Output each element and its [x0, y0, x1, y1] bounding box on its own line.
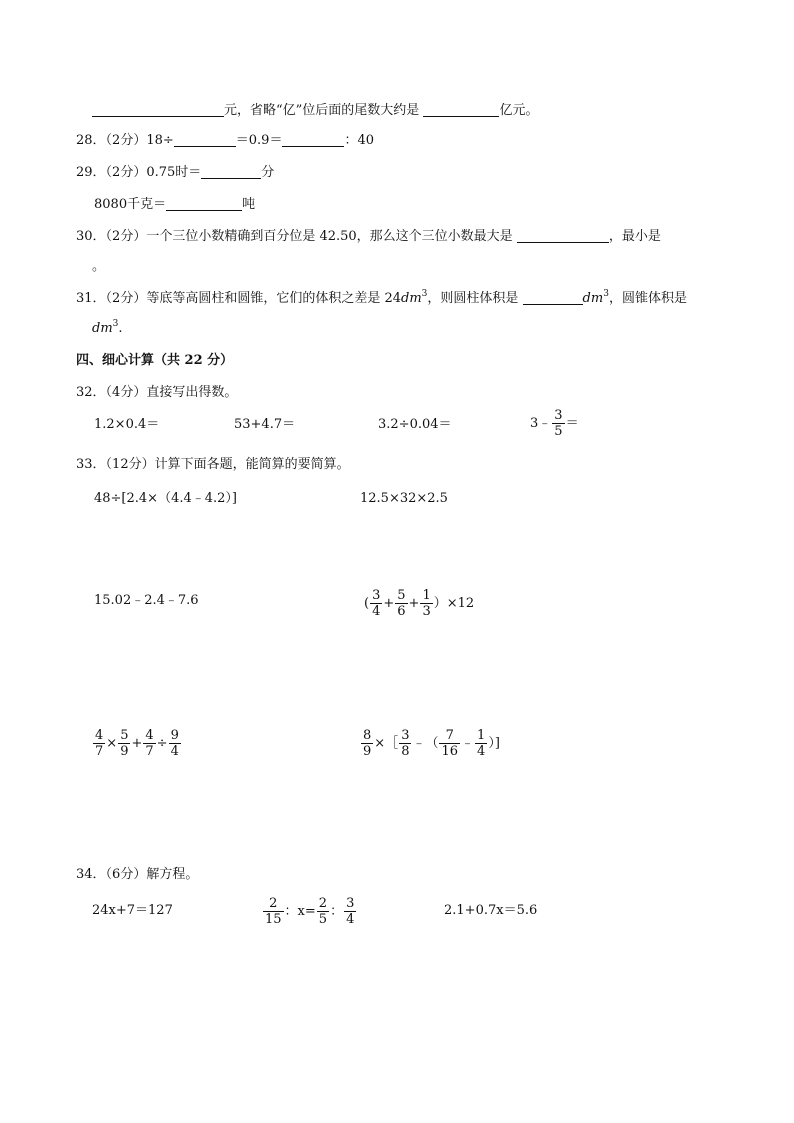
q34-eq-3: 2.1+0.7x＝5.6 — [444, 903, 538, 918]
fraction: $\frac{3}{4}$ — [346, 896, 355, 927]
fraction: $\frac{4}{7}$ — [145, 728, 154, 759]
answer-blank[interactable] — [517, 228, 609, 243]
answer-blank[interactable] — [174, 132, 236, 147]
answer-blank[interactable] — [166, 196, 242, 211]
question-31-end: $dm^3$. — [92, 318, 123, 336]
q32-item-2: 53+4.7＝ — [234, 417, 296, 432]
answer-blank[interactable] — [282, 132, 344, 147]
question-34: 34．（6分）解方程。 — [76, 867, 199, 882]
answer-blank[interactable] — [201, 164, 261, 179]
fraction: $\frac{8}{9}$ — [363, 728, 372, 759]
fraction: $\frac{5}{9}$ — [120, 728, 129, 759]
question-29-b: 8080千克＝ 吨 — [94, 197, 256, 212]
q34-eq-2: $\frac{2}{15}$ ：x= $\frac{2}{5}$ ： $\frac{3}{4}$ — [265, 896, 355, 927]
question-30-end: 。 — [92, 259, 106, 274]
fraction: $\frac{2}{5}$ — [318, 896, 328, 927]
q32-item-4: 3﹣ $\frac{3}{5}$ ＝ — [530, 408, 579, 439]
q33-expr-4: ( $\frac{3}{4}$ + $\frac{5}{6}$ + $\frac{1}{3}$ ）×12 — [364, 588, 475, 619]
fraction: $\frac{1}{4}$ — [477, 728, 486, 759]
fraction: $\frac{7}{16}$ — [441, 728, 459, 759]
q33-expr-3: 15.02﹣2.4﹣7.6 — [94, 593, 199, 608]
fraction: $\frac{1}{3}$ — [422, 588, 431, 619]
fraction: $\frac{2}{15}$ — [265, 896, 282, 927]
q33-expr-6: $\frac{8}{9}$ ×［ $\frac{3}{8}$ ﹣（ $\frac{7}{16}$ ﹣ $\frac{1}{4}$ ）] — [363, 728, 500, 759]
question-33: 33．（12分）计算下面各题，能简算的要简算。 — [76, 457, 350, 472]
q33-expr-1: 48÷[2.4×（4.4﹣4.2）] — [94, 491, 237, 506]
question-32: 32．（4分）直接写出得数。 — [76, 385, 238, 400]
question-28: 28．（2分）18÷ ＝0.9＝ ：40 — [76, 133, 374, 148]
fraction: $\frac{3}{8}$ — [401, 728, 410, 759]
question-29: 29．（2分）0.75时＝ 分 — [76, 165, 275, 180]
question-31: 31．（2分）等底等高圆柱和圆锥，它们的体积之差是 $24dm^3$，则圆柱体积是 $dm^3$，圆锥体积是 — [76, 288, 687, 306]
answer-blank[interactable] — [423, 102, 499, 117]
answer-blank[interactable] — [523, 290, 583, 305]
q34-eq-1: 24x+7＝127 — [92, 903, 173, 918]
q33-expr-2: 12.5×32×2.5 — [360, 491, 448, 506]
q27-line: 元，省略“亿”位后面的尾数大约是 亿元。 — [92, 102, 538, 120]
q32-item-3: 3.2÷0.04＝ — [378, 417, 452, 432]
fraction: $\frac{9}{4}$ — [170, 728, 179, 759]
q33-expr-5: $\frac{4}{7}$ × $\frac{5}{9}$ + $\frac{4}{7}$ ÷ $\frac{9}{4}$ — [95, 728, 179, 759]
fraction: $\frac{3}{4}$ — [372, 588, 381, 619]
q32-item-1: 1.2×0.4＝ — [94, 417, 160, 432]
fraction: $\frac{3}{5}$ — [554, 408, 563, 439]
section-title: 四、细心计算（共 22 分） — [76, 353, 234, 368]
answer-blank[interactable] — [92, 102, 224, 117]
question-30: 30．（2分）一个三位小数精确到百分位是 42.50，那么这个三位小数最大是 ，最小是 — [76, 229, 661, 244]
fraction: $\frac{4}{7}$ — [95, 728, 104, 759]
fraction: $\frac{5}{6}$ — [397, 588, 406, 619]
